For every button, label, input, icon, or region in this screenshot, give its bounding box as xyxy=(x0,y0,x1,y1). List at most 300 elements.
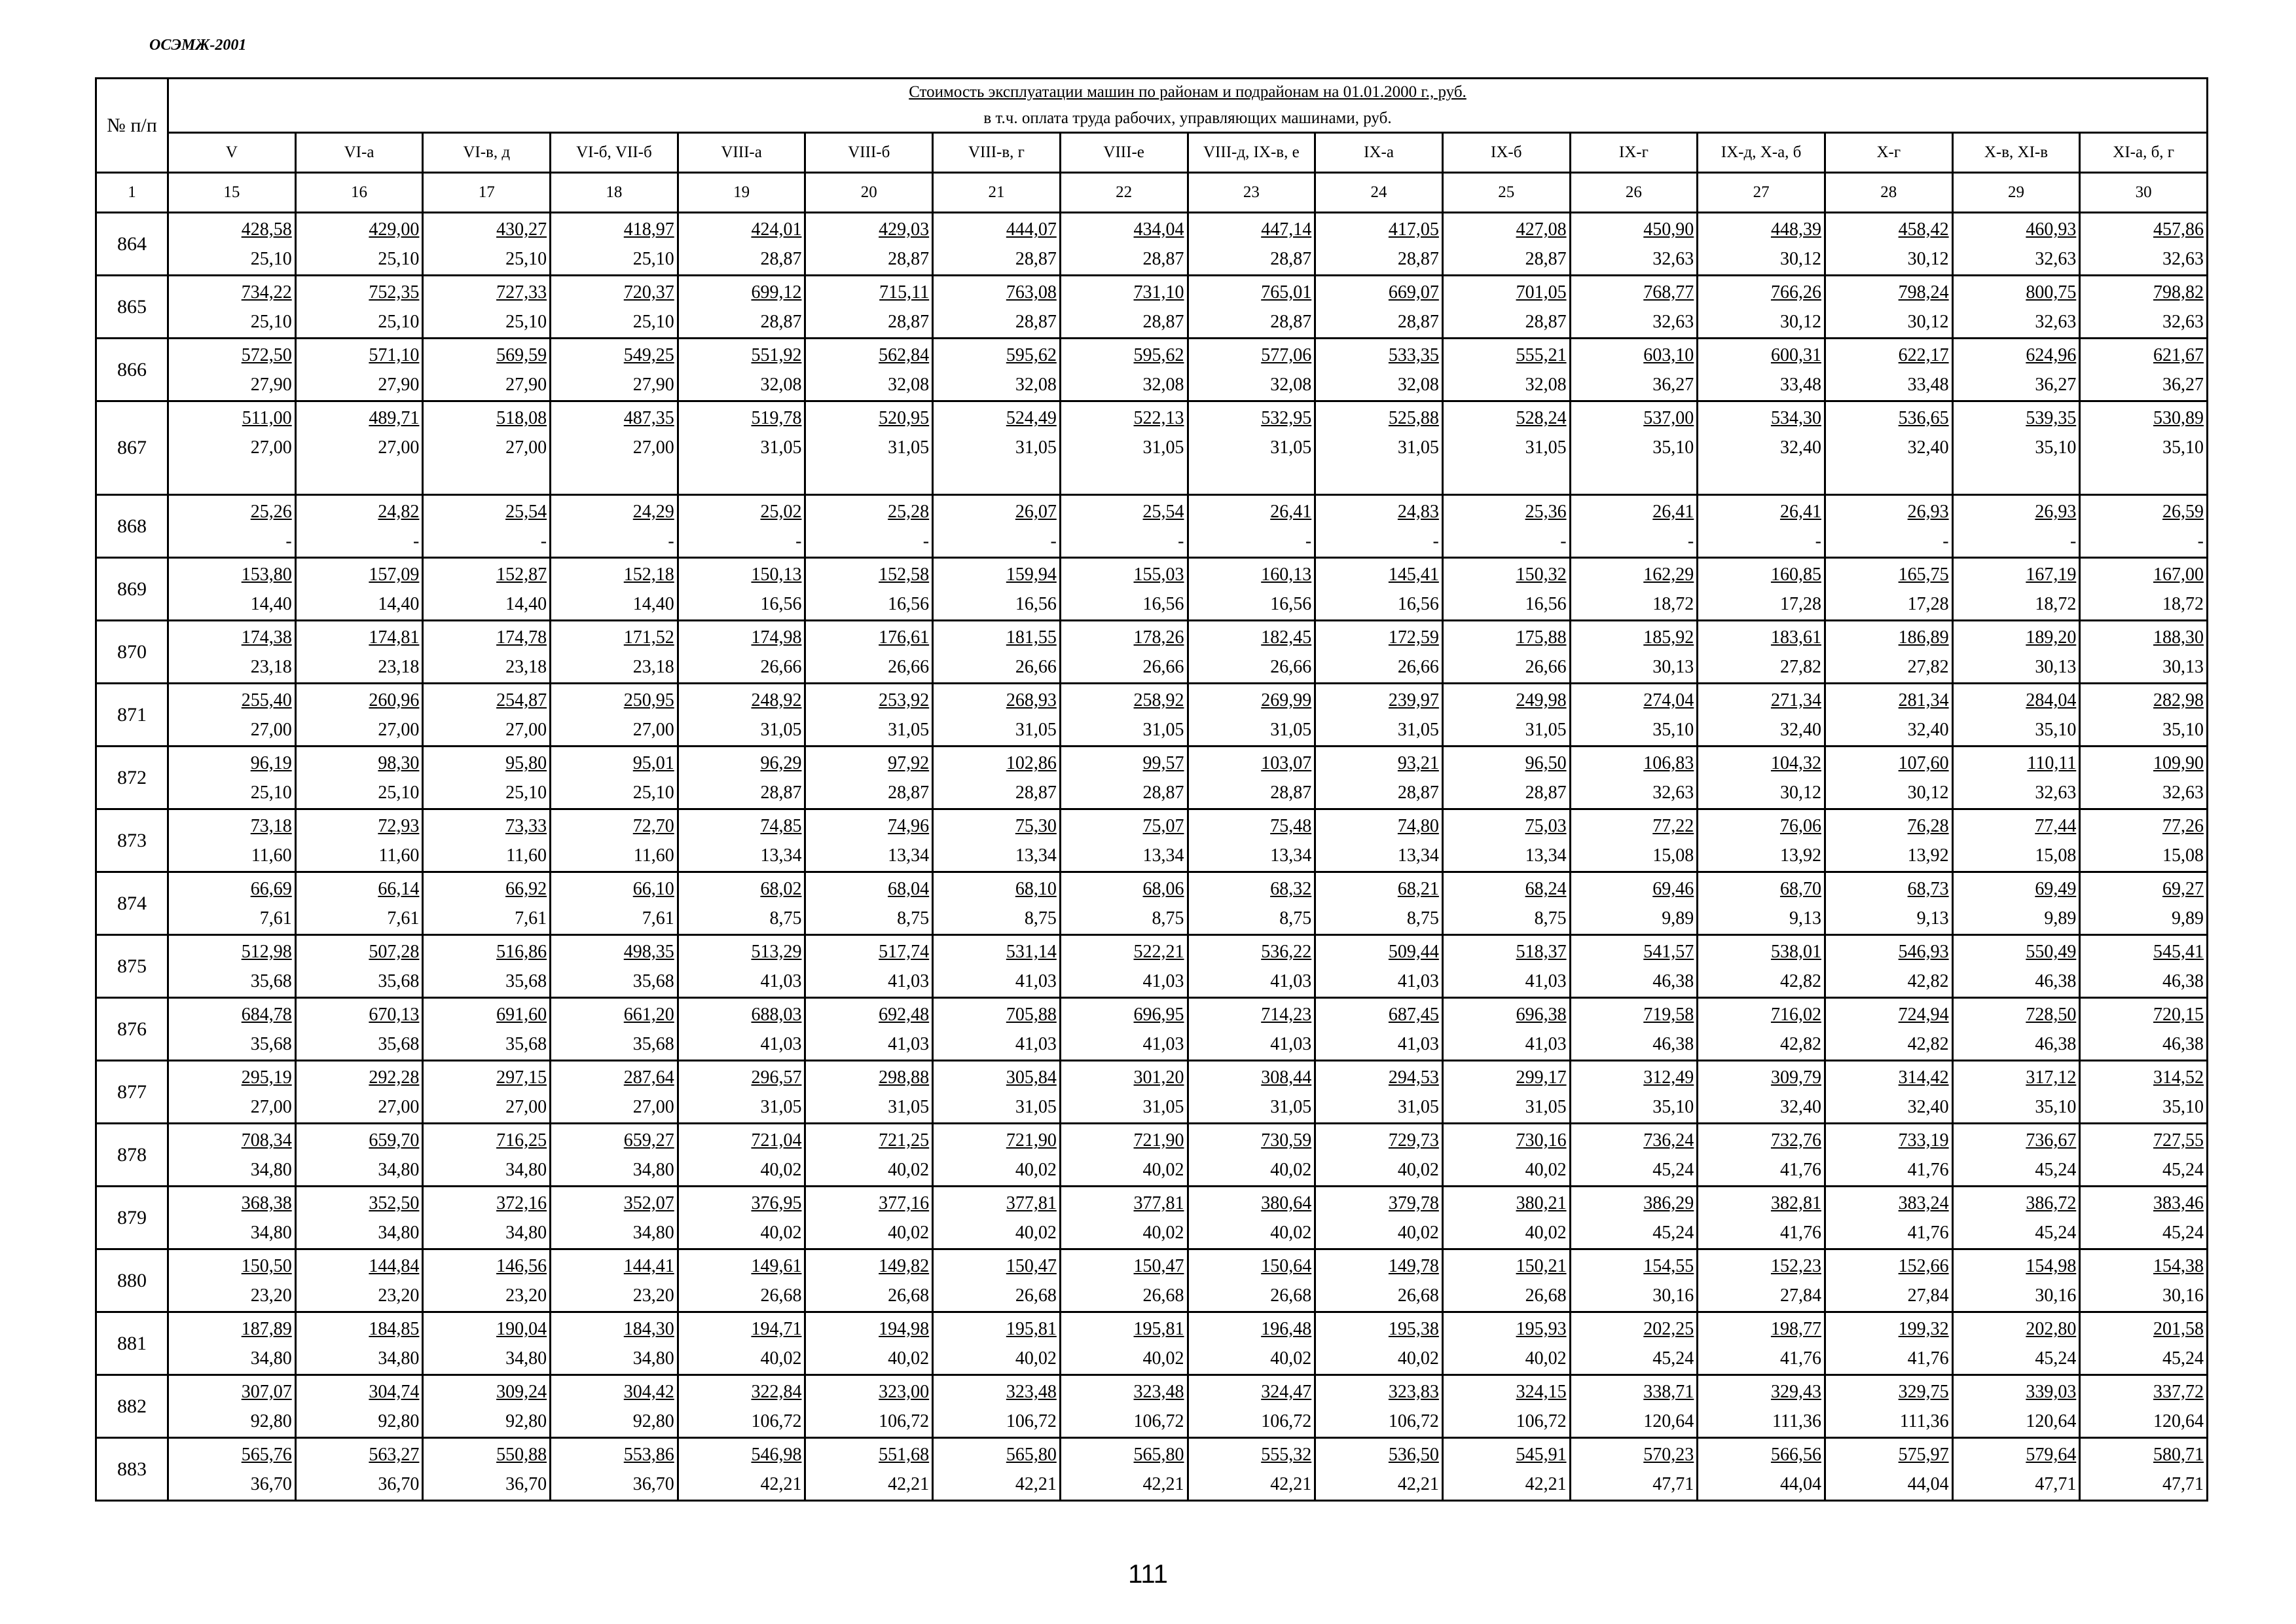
labor-value: 35,10 xyxy=(2162,1097,2204,1117)
cost-value: 339,03 xyxy=(2026,1382,2077,1402)
column-header: IX-д, X-а, б xyxy=(1698,133,1825,173)
cost-value: 565,80 xyxy=(1006,1445,1057,1465)
labor-value: 14,40 xyxy=(250,594,292,614)
labor-value: 28,87 xyxy=(888,783,930,803)
value-cell xyxy=(1315,495,1443,558)
cost-value: 150,47 xyxy=(1006,1256,1057,1276)
value-cell xyxy=(1698,1187,1825,1249)
value-cell xyxy=(168,495,296,558)
labor-value: 25,10 xyxy=(250,312,292,332)
cost-value: 268,93 xyxy=(1006,690,1057,710)
row-number: 865 xyxy=(96,276,168,339)
labor-value: 40,02 xyxy=(1270,1348,1312,1369)
cost-value: 93,21 xyxy=(1397,753,1439,773)
cost-value: 69,27 xyxy=(2162,879,2204,899)
labor-value: 31,05 xyxy=(1142,720,1184,740)
labor-value: 45,24 xyxy=(2162,1223,2204,1243)
cost-value: 565,76 xyxy=(241,1445,292,1465)
value-cell xyxy=(168,809,296,872)
labor-value: 31,05 xyxy=(1270,1097,1312,1117)
row-number: 876 xyxy=(96,998,168,1061)
table-row xyxy=(96,1312,2208,1375)
column-index: 26 xyxy=(1570,173,1698,213)
labor-value: 30,13 xyxy=(1652,657,1694,677)
labor-value: 30,12 xyxy=(1779,249,1821,269)
cost-value: 595,62 xyxy=(1006,345,1057,365)
labor-value: 40,02 xyxy=(1142,1348,1184,1369)
value-cell xyxy=(678,1438,805,1501)
value-cell xyxy=(551,1312,678,1375)
labor-value: 36,70 xyxy=(632,1474,674,1494)
cost-value: 719,58 xyxy=(1643,1005,1694,1025)
labor-value: 23,20 xyxy=(632,1285,674,1306)
value-cell xyxy=(551,1249,678,1312)
cost-value: 258,92 xyxy=(1133,690,1184,710)
cost-value: 150,32 xyxy=(1516,564,1567,585)
labor-value: 13,92 xyxy=(1907,845,1949,866)
labor-value: 35,10 xyxy=(2162,437,2204,458)
labor-value: 13,34 xyxy=(1525,845,1567,866)
labor-value: 27,82 xyxy=(1779,657,1821,677)
labor-value: 28,87 xyxy=(1397,249,1439,269)
cost-value: 154,98 xyxy=(2026,1256,2077,1276)
labor-value: 30,12 xyxy=(1907,249,1949,269)
cost-value: 520,95 xyxy=(879,408,930,428)
labor-value: 28,87 xyxy=(1525,249,1567,269)
cost-value: 429,00 xyxy=(369,219,420,240)
value-cell xyxy=(551,1375,678,1438)
value-cell xyxy=(933,1312,1061,1375)
labor-value: 13,34 xyxy=(1397,845,1439,866)
labor-value: 40,02 xyxy=(1015,1348,1057,1369)
labor-value: 11,60 xyxy=(633,845,674,866)
value-cell xyxy=(2080,1061,2208,1124)
value-cell xyxy=(933,1438,1061,1501)
cost-value: 68,32 xyxy=(1270,879,1312,899)
cost-value: 522,13 xyxy=(1133,408,1184,428)
cost-value: 323,00 xyxy=(879,1382,930,1402)
row-number: 882 xyxy=(96,1375,168,1438)
labor-value: 7,61 xyxy=(642,908,674,929)
value-cell xyxy=(1315,1124,1443,1187)
labor-value: 14,40 xyxy=(505,594,547,614)
cost-value: 450,90 xyxy=(1643,219,1694,240)
labor-value: 47,71 xyxy=(1652,1474,1694,1494)
value-cell xyxy=(551,339,678,401)
value-cell xyxy=(1315,935,1443,998)
value-cell xyxy=(678,276,805,339)
cost-value: 174,38 xyxy=(241,627,292,648)
cost-value: 429,03 xyxy=(879,219,930,240)
cost-value: 538,01 xyxy=(1770,942,1821,962)
labor-value: 32,63 xyxy=(2035,783,2077,803)
cost-value: 73,18 xyxy=(250,816,292,836)
value-cell xyxy=(1952,401,2080,495)
value-cell xyxy=(1060,621,1188,684)
labor-value: 26,68 xyxy=(1397,1285,1439,1306)
labor-value: 28,87 xyxy=(1142,249,1184,269)
cost-value: 184,85 xyxy=(369,1319,420,1339)
value-cell xyxy=(1952,1124,2080,1187)
column-index: 1 xyxy=(96,173,168,213)
value-cell xyxy=(551,684,678,747)
column-index: 17 xyxy=(423,173,551,213)
value-cell xyxy=(423,213,551,276)
cost-value: 621,67 xyxy=(2153,345,2204,365)
labor-value: 92,80 xyxy=(250,1411,292,1431)
labor-value: 16,56 xyxy=(888,594,930,614)
labor-value: 44,04 xyxy=(1907,1474,1949,1494)
labor-value: 40,02 xyxy=(1270,1223,1312,1243)
labor-value: 42,21 xyxy=(1397,1474,1439,1494)
table-row xyxy=(96,1375,2208,1438)
labor-value: 32,08 xyxy=(1015,375,1057,395)
cost-value: 97,92 xyxy=(888,753,930,773)
cost-value: 763,08 xyxy=(1006,282,1057,303)
value-cell xyxy=(1825,684,1952,747)
labor-value: 41,76 xyxy=(1779,1348,1821,1369)
labor-value: 46,38 xyxy=(2035,971,2077,991)
value-cell xyxy=(805,809,933,872)
cost-value: 323,48 xyxy=(1006,1382,1057,1402)
column-index: 20 xyxy=(805,173,933,213)
labor-value: 17,28 xyxy=(1907,594,1949,614)
value-cell xyxy=(933,1187,1061,1249)
labor-value: 26,66 xyxy=(760,657,802,677)
cost-value: 167,00 xyxy=(2153,564,2204,585)
cost-value: 66,69 xyxy=(250,879,292,899)
table-row xyxy=(96,495,2208,558)
cost-value: 541,57 xyxy=(1643,942,1694,962)
value-cell xyxy=(1570,809,1698,872)
labor-value: 9,13 xyxy=(1916,908,1949,929)
value-cell xyxy=(1570,872,1698,935)
cost-value: 24,83 xyxy=(1397,502,1439,522)
column-header: IX-б xyxy=(1442,133,1570,173)
column-header: VIII-в, г xyxy=(933,133,1061,173)
labor-value: 40,02 xyxy=(1142,1160,1184,1180)
cost-value: 444,07 xyxy=(1006,219,1057,240)
cost-value: 736,67 xyxy=(2026,1130,2077,1151)
value-cell xyxy=(678,1312,805,1375)
labor-value: 28,87 xyxy=(1525,783,1567,803)
value-cell xyxy=(295,684,423,747)
labor-value: 32,63 xyxy=(2035,312,2077,332)
column-index: 29 xyxy=(1952,173,2080,213)
labor-value: 32,08 xyxy=(1525,375,1567,395)
labor-value: 18,72 xyxy=(1652,594,1694,614)
value-cell xyxy=(805,935,933,998)
labor-value: 36,70 xyxy=(250,1474,292,1494)
cost-value: 152,87 xyxy=(496,564,547,585)
value-cell xyxy=(933,1061,1061,1124)
cost-value: 297,15 xyxy=(496,1067,547,1088)
cost-value: 603,10 xyxy=(1643,345,1694,365)
value-cell xyxy=(423,1187,551,1249)
labor-value: - xyxy=(668,531,674,551)
labor-value: 41,03 xyxy=(1525,1034,1567,1054)
value-cell xyxy=(295,1438,423,1501)
table-row xyxy=(96,1249,2208,1312)
labor-value: 25,10 xyxy=(378,783,420,803)
value-cell xyxy=(2080,1124,2208,1187)
cost-value: 534,30 xyxy=(1770,408,1821,428)
cost-value: 487,35 xyxy=(623,408,674,428)
cost-value: 96,19 xyxy=(250,753,292,773)
value-cell xyxy=(805,1312,933,1375)
cost-value: 323,83 xyxy=(1388,1382,1439,1402)
cost-value: 509,44 xyxy=(1388,942,1439,962)
value-cell xyxy=(2080,747,2208,809)
labor-value: 40,02 xyxy=(888,1223,930,1243)
labor-value: 26,66 xyxy=(1142,657,1184,677)
labor-value: 42,21 xyxy=(1142,1474,1184,1494)
value-cell xyxy=(1442,1312,1570,1375)
cost-value: 716,02 xyxy=(1770,1005,1821,1025)
value-cell xyxy=(1952,621,2080,684)
labor-value: 28,87 xyxy=(1397,783,1439,803)
labor-value: 8,75 xyxy=(897,908,930,929)
labor-value: 26,66 xyxy=(1015,657,1057,677)
cost-value: 570,23 xyxy=(1643,1445,1694,1465)
value-cell xyxy=(1570,1187,1698,1249)
labor-value: 34,80 xyxy=(250,1160,292,1180)
value-cell xyxy=(1315,747,1443,809)
table-row xyxy=(96,872,2208,935)
labor-value: 106,72 xyxy=(751,1411,802,1431)
labor-value: - xyxy=(285,531,292,551)
labor-value: 9,89 xyxy=(2172,908,2204,929)
table-row xyxy=(96,621,2208,684)
cost-value: 26,41 xyxy=(1652,502,1694,522)
cost-value: 152,66 xyxy=(1898,1256,1949,1276)
value-cell xyxy=(1825,809,1952,872)
value-cell xyxy=(295,401,423,495)
value-cell xyxy=(1060,809,1188,872)
value-cell xyxy=(423,1375,551,1438)
cost-value: 73,33 xyxy=(505,816,547,836)
value-cell xyxy=(1442,1187,1570,1249)
cost-value: 507,28 xyxy=(369,942,420,962)
cost-value: 196,48 xyxy=(1261,1319,1312,1339)
labor-value: 106,72 xyxy=(879,1411,930,1431)
row-number: 874 xyxy=(96,872,168,935)
value-cell xyxy=(168,1061,296,1124)
labor-value: 27,00 xyxy=(632,720,674,740)
cost-value: 661,20 xyxy=(623,1005,674,1025)
value-cell xyxy=(1825,621,1952,684)
labor-value: 28,87 xyxy=(1270,249,1312,269)
cost-value: 109,90 xyxy=(2153,753,2204,773)
labor-value: 32,63 xyxy=(2035,249,2077,269)
value-cell xyxy=(1315,621,1443,684)
value-cell xyxy=(933,684,1061,747)
value-cell xyxy=(1315,809,1443,872)
labor-value: 45,24 xyxy=(2035,1223,2077,1243)
row-number: 870 xyxy=(96,621,168,684)
cost-value: 154,55 xyxy=(1643,1256,1694,1276)
labor-value: 27,84 xyxy=(1907,1285,1949,1306)
cost-value: 734,22 xyxy=(241,282,292,303)
cost-value: 430,27 xyxy=(496,219,547,240)
labor-value: 27,00 xyxy=(250,720,292,740)
value-cell xyxy=(1188,1061,1315,1124)
value-cell xyxy=(805,1124,933,1187)
cost-value: 721,25 xyxy=(879,1130,930,1151)
cost-value: 195,81 xyxy=(1133,1319,1184,1339)
column-index: 16 xyxy=(295,173,423,213)
cost-value: 153,80 xyxy=(241,564,292,585)
value-cell xyxy=(933,621,1061,684)
labor-value: 45,24 xyxy=(2162,1160,2204,1180)
value-cell xyxy=(1698,998,1825,1061)
value-cell xyxy=(551,401,678,495)
cost-value: 104,32 xyxy=(1770,753,1821,773)
cost-value: 174,81 xyxy=(369,627,420,648)
labor-value: 33,48 xyxy=(1907,375,1949,395)
value-cell xyxy=(551,558,678,621)
column-header: VI-б, VII-б xyxy=(551,133,678,173)
value-cell xyxy=(678,621,805,684)
labor-value: 41,03 xyxy=(760,1034,802,1054)
labor-value: 31,05 xyxy=(1525,1097,1567,1117)
cost-value: 448,39 xyxy=(1770,219,1821,240)
value-cell xyxy=(933,558,1061,621)
labor-value: 25,10 xyxy=(505,249,547,269)
cost-value: 195,93 xyxy=(1516,1319,1567,1339)
labor-value: 31,05 xyxy=(760,437,802,458)
cost-value: 199,32 xyxy=(1898,1319,1949,1339)
value-cell xyxy=(551,621,678,684)
value-cell xyxy=(2080,872,2208,935)
value-cell xyxy=(1442,872,1570,935)
value-cell xyxy=(551,872,678,935)
column-index: 22 xyxy=(1060,173,1188,213)
cost-value: 181,55 xyxy=(1006,627,1057,648)
value-cell xyxy=(1188,1312,1315,1375)
value-cell xyxy=(1952,935,2080,998)
column-header: X-в, XI-в xyxy=(1952,133,2080,173)
value-cell xyxy=(1570,1312,1698,1375)
cost-value: 149,78 xyxy=(1388,1256,1439,1276)
value-cell xyxy=(805,276,933,339)
labor-value: 45,24 xyxy=(1652,1223,1694,1243)
column-index: 27 xyxy=(1698,173,1825,213)
cost-value: 721,90 xyxy=(1133,1130,1184,1151)
labor-value: 31,05 xyxy=(1142,1097,1184,1117)
cost-value: 705,88 xyxy=(1006,1005,1057,1025)
labor-value: 28,87 xyxy=(1142,312,1184,332)
value-cell xyxy=(295,809,423,872)
labor-value: 28,87 xyxy=(1270,783,1312,803)
value-cell xyxy=(551,998,678,1061)
value-cell xyxy=(168,935,296,998)
cost-value: 386,72 xyxy=(2026,1193,2077,1213)
value-cell xyxy=(678,998,805,1061)
labor-value: 30,13 xyxy=(2162,657,2204,677)
value-cell xyxy=(933,747,1061,809)
column-header-row xyxy=(96,133,2208,173)
cost-value: 195,38 xyxy=(1388,1319,1439,1339)
cost-value: 269,99 xyxy=(1261,690,1312,710)
table-row xyxy=(96,1438,2208,1501)
labor-value: 34,80 xyxy=(250,1348,292,1369)
cost-value: 572,50 xyxy=(241,345,292,365)
labor-value: 32,40 xyxy=(1779,437,1821,458)
cost-value: 107,60 xyxy=(1898,753,1949,773)
labor-value: 34,80 xyxy=(505,1160,547,1180)
labor-value: 35,68 xyxy=(505,971,547,991)
labor-value: 8,75 xyxy=(1534,908,1567,929)
labor-value: 26,68 xyxy=(1142,1285,1184,1306)
value-cell xyxy=(1570,213,1698,276)
labor-value: 16,56 xyxy=(1397,594,1439,614)
labor-value: 27,90 xyxy=(378,375,420,395)
value-cell xyxy=(295,1375,423,1438)
value-cell xyxy=(1060,684,1188,747)
cost-value: 380,21 xyxy=(1516,1193,1567,1213)
cost-value: 546,93 xyxy=(1898,942,1949,962)
cost-value: 518,37 xyxy=(1516,942,1567,962)
labor-value: 11,60 xyxy=(378,845,420,866)
cost-value: 282,98 xyxy=(2153,690,2204,710)
document-code: ОСЭМЖ-2001 xyxy=(149,37,247,54)
cost-value: 517,74 xyxy=(879,942,930,962)
cost-value: 424,01 xyxy=(751,219,802,240)
cost-value: 752,35 xyxy=(369,282,420,303)
value-cell xyxy=(1698,621,1825,684)
labor-value: 30,13 xyxy=(2035,657,2077,677)
value-cell xyxy=(1315,558,1443,621)
cost-value: 498,35 xyxy=(623,942,674,962)
cost-value: 555,32 xyxy=(1261,1445,1312,1465)
value-cell xyxy=(295,276,423,339)
value-cell xyxy=(423,935,551,998)
value-cell xyxy=(678,1187,805,1249)
value-cell xyxy=(1698,1061,1825,1124)
cost-value: 24,82 xyxy=(378,502,420,522)
labor-value: 35,68 xyxy=(505,1034,547,1054)
value-cell xyxy=(1188,1438,1315,1501)
labor-value: 120,64 xyxy=(2026,1411,2077,1431)
cost-value: 189,20 xyxy=(2026,627,2077,648)
value-cell xyxy=(295,1312,423,1375)
cost-value: 25,28 xyxy=(888,502,930,522)
labor-value: 42,82 xyxy=(1779,971,1821,991)
labor-value: 28,87 xyxy=(1015,783,1057,803)
value-cell xyxy=(1952,213,2080,276)
value-cell xyxy=(1825,1187,1952,1249)
labor-value: 32,63 xyxy=(1652,249,1694,269)
value-cell xyxy=(1315,1438,1443,1501)
column-index: 24 xyxy=(1315,173,1443,213)
value-cell xyxy=(805,495,933,558)
cost-value: 532,95 xyxy=(1261,408,1312,428)
labor-value: 34,80 xyxy=(378,1223,420,1243)
cost-value: 308,44 xyxy=(1261,1067,1312,1088)
cost-value: 511,00 xyxy=(242,408,292,428)
cost-table xyxy=(95,77,2208,1502)
labor-value: 35,10 xyxy=(1652,1097,1694,1117)
value-cell xyxy=(1188,747,1315,809)
cost-value: 447,14 xyxy=(1261,219,1312,240)
value-cell xyxy=(2080,276,2208,339)
cost-value: 188,30 xyxy=(2153,627,2204,648)
labor-value: 27,00 xyxy=(632,1097,674,1117)
value-cell xyxy=(1952,1375,2080,1438)
labor-value: 34,80 xyxy=(632,1223,674,1243)
cost-value: 379,78 xyxy=(1388,1193,1439,1213)
